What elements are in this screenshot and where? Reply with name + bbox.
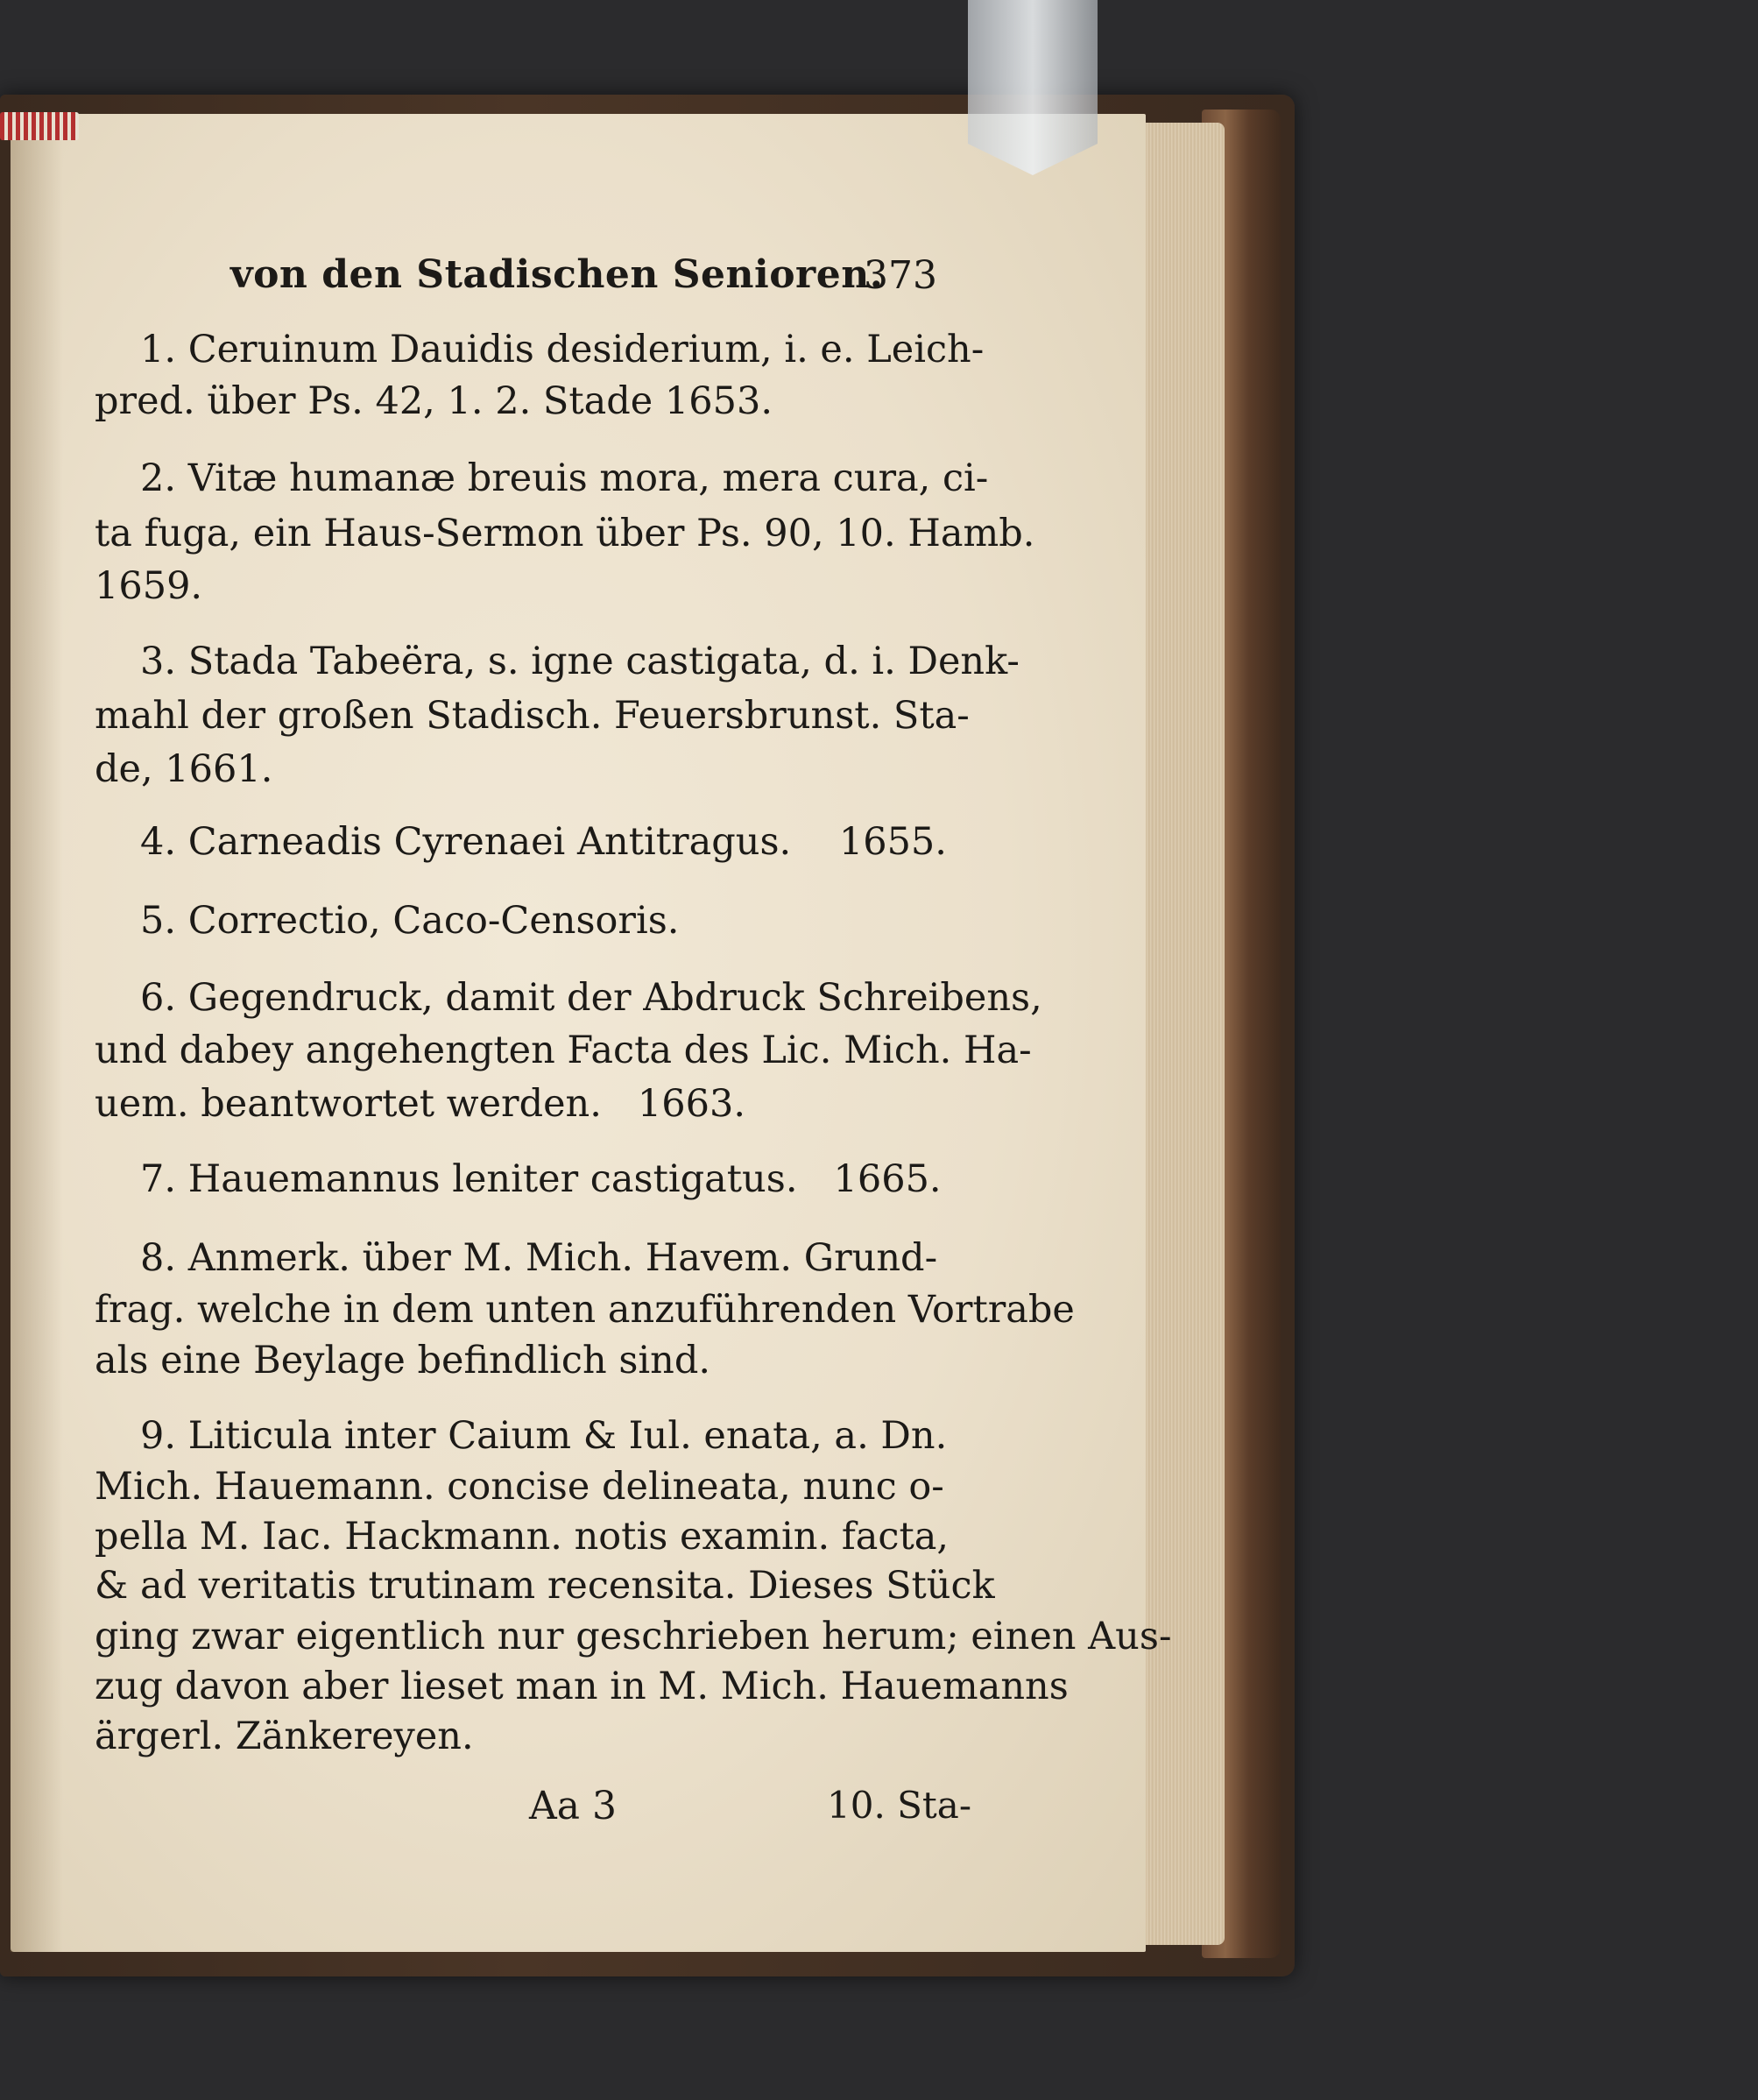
text-line: ging zwar eigentlich nur geschrieben herum; einen Aus- <box>95 1615 1172 1658</box>
text-line: mahl der großen Stadisch. Feuersbrunst. Sta- <box>95 694 970 738</box>
text-line: frag. welche in dem unten anzuführenden Vortrabe <box>95 1288 1075 1332</box>
text-line: 3. Stada Tabeëra, s. igne castigata, d. i. Denk- <box>140 640 1020 683</box>
text-line: ärgerl. Zänkereyen. <box>95 1715 474 1758</box>
text-line: 1. Ceruinum Dauidis desiderium, i. e. Leich- <box>140 328 985 371</box>
text-line: & ad veritatis trutinam recensita. Dieses Stück <box>95 1564 995 1608</box>
text-line: de, 1661. <box>95 747 273 791</box>
text-line: 5. Correctio, Caco-Censoris. <box>140 899 680 943</box>
text-line: 2. Vitæ humanæ breuis mora, mera cura, ci- <box>140 456 989 500</box>
text-line: ta fuga, ein Haus-Sermon über Ps. 90, 10. Hamb. <box>95 512 1035 555</box>
signature-mark: Aa 3 <box>529 1784 617 1828</box>
text-line: pella M. Iac. Hackmann. notis examin. facta, <box>95 1515 950 1559</box>
gutter-shadow <box>11 114 63 1952</box>
headband <box>0 112 79 140</box>
text-line: 8. Anmerk. über M. Mich. Havem. Grund- <box>140 1236 938 1280</box>
text-line: 9. Liticula inter Caium & Iul. enata, a. Dn. <box>140 1414 948 1458</box>
text-line: uem. beantwortet werden. 1663. <box>95 1082 746 1126</box>
bookmark-clip <box>968 0 1098 175</box>
text-line: 4. Carneadis Cyrenaei Antitragus. 1655. <box>140 820 947 864</box>
text-line: 1659. <box>95 564 203 608</box>
text-line: und dabey angehengten Facta des Lic. Mich. Ha- <box>95 1029 1032 1072</box>
text-line: pred. über Ps. 42, 1. 2. Stade 1653. <box>95 379 773 423</box>
text-line: als eine Beylage befindlich sind. <box>95 1339 711 1382</box>
text-line: Mich. Hauemann. concise delineata, nunc o- <box>95 1465 944 1509</box>
text-line: 7. Hauemannus leniter castigatus. 1665. <box>140 1157 942 1201</box>
page-number: 373 <box>864 253 937 298</box>
catchword: 10. Sta- <box>827 1784 972 1827</box>
text-line: 6. Gegendruck, damit der Abdruck Schreibens, <box>140 976 1042 1020</box>
running-head: von den Stadischen Senioren. <box>230 252 884 297</box>
text-line: zug davon aber lieset man in M. Mich. Hauemanns <box>95 1665 1069 1708</box>
